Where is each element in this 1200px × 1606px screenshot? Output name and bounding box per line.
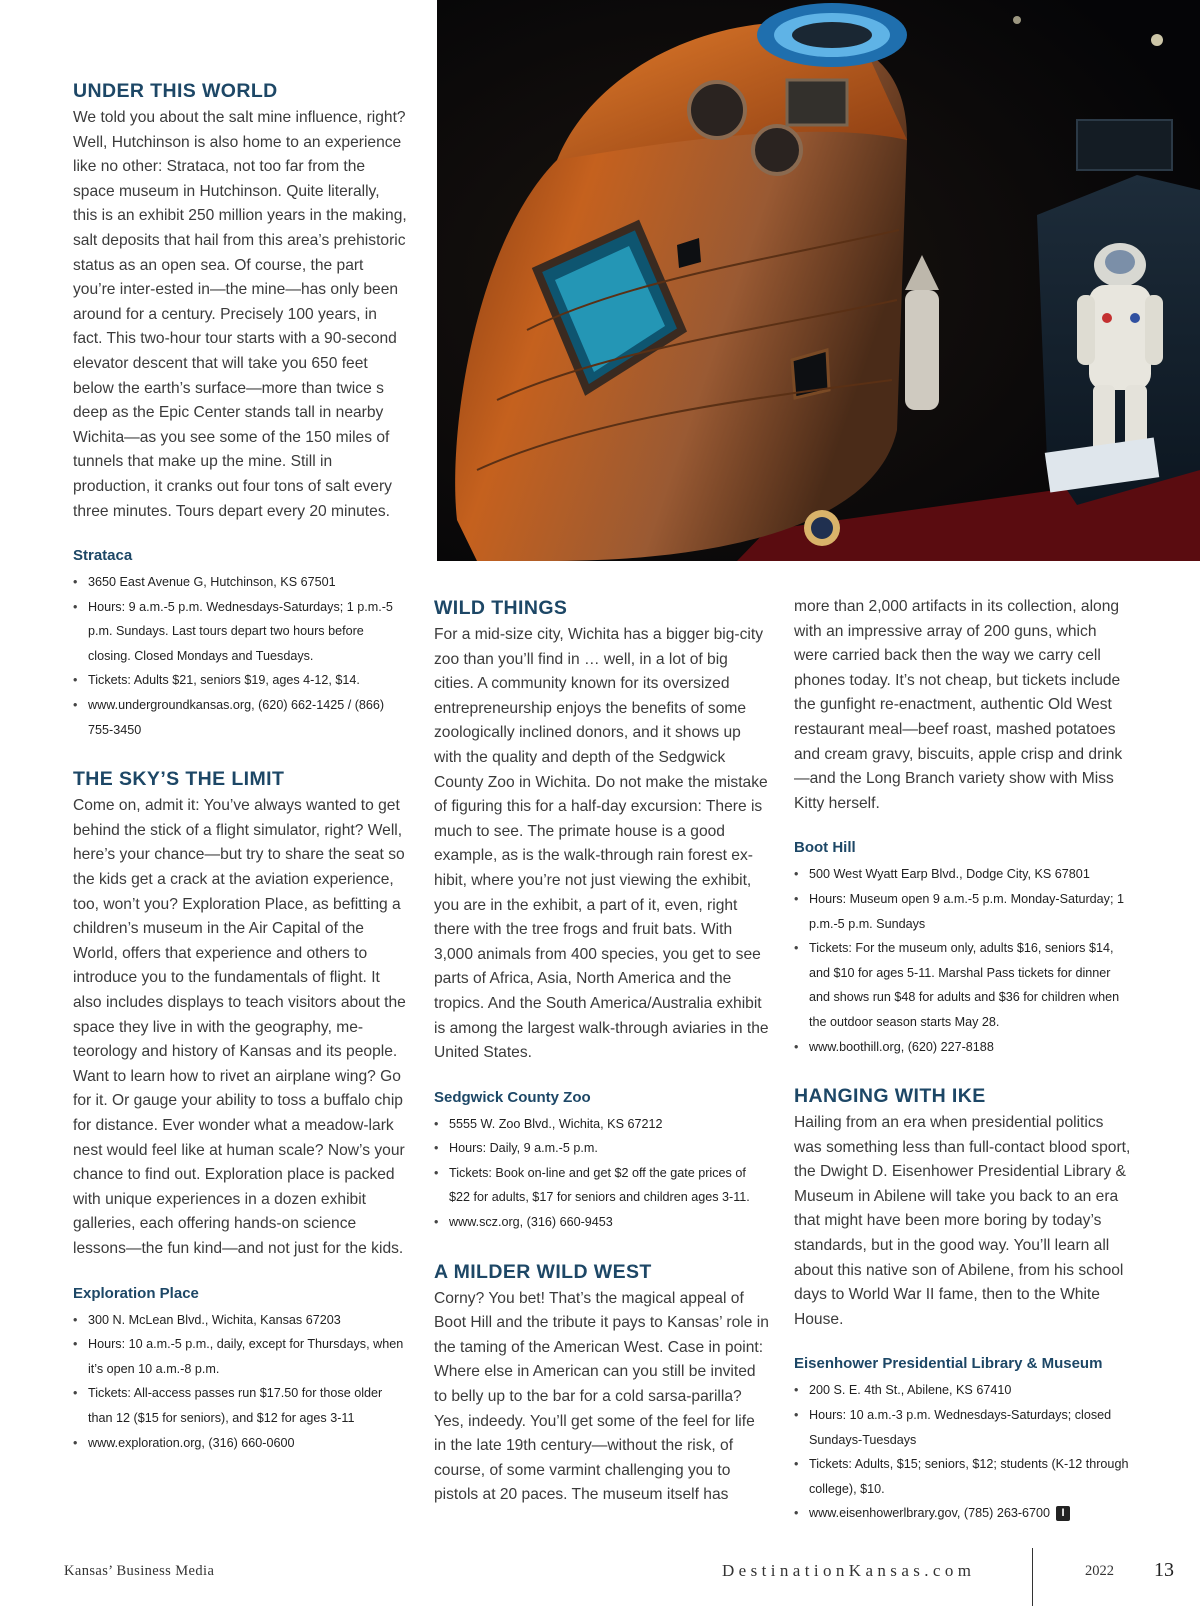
detail-item: • Tickets: All-access passes run $17.50 for those older than 12 ($15 for seniors), and $12 for ages 3-11 (73, 1381, 408, 1430)
footer-publisher: Kansas’ Business Media (64, 1563, 215, 1579)
detail-item: • 200 S. E. 4th St., Abilene, KS 67410 (794, 1378, 1134, 1403)
detail-item: • Hours: 10 a.m.-3 p.m. Wednesdays-Saturdays; closed Sundays-Tuesdays (794, 1403, 1134, 1452)
venue-details-strataca (73, 570, 408, 742)
detail-item: • 500 West Wyatt Earp Blvd., Dodge City, KS 67801 (794, 862, 1134, 887)
detail-item: • Hours: Museum open 9 a.m.-5 p.m. Monday-Saturday; 1 p.m.-5 p.m. Sundays (794, 887, 1134, 936)
venue-name-eisenhower: Eisenhower Presidential Library & Museum (794, 1355, 1103, 1373)
venue-name-sedgwick-zoo: Sedgwick County Zoo (434, 1088, 591, 1106)
detail-item: • Tickets: Adults, $15; seniors, $12; students (K-12 through college), $10. (794, 1452, 1134, 1501)
detail-item (794, 1501, 1134, 1526)
section-body-sky: Come on, admit it: You’ve always wanted to get behind the stick of a flight simulator, right? Well, here’s your chance—but try to share the seat so the kids get a crack at the aviation experience, too, won’t you? Exploration Place, as befitting a children’s museum in the Air Capital of the World, offers that experience and others to introduce you to the fundamentals of flight. It also includes displays to teach visitors about the space they live in with the geography, me-teorology and history of Kansas and its people. Want to learn how to rivet an airplane wing? Go for it. Or gauge your ability to toss a buffalo chip for distance. Ever wonder what a meadow-lark nest would feel like at human scale? Now’s your chance to find out. Exploration place is packed with unique experiences in a dozen exhibit galleries, each offering hands-on science lessons—the fun kind—and not just for the kids. (73, 797, 406, 1257)
section-heading-wild-things: WILD THINGS (434, 597, 568, 619)
detail-item: • www.exploration.org, (316) 660-0600 (73, 1431, 408, 1456)
section-body-under-this-world: We told you about the salt mine influence, right? Well, Hutchinson is also home to an experience like no other: Strataca, not too far from the space museum in Hutchinson. Quite literally, this is an exhibit 250 million years in the making, salt deposits that hail from this area’s prehistoric status as an open sea. Of course, the part you’re inter-ested in—the mine—has only been around for a century. Precisely 100 years, in fact. This two-hour tour starts with a 90-second elevator descent that will take you 650 feet below the earth’s surface—more than twice s deep as the Epic Center stands tall in nearby Wichita—as you see some of the 150 miles of tunnels that make up the mine. Still in production, it cranks out four tons of salt every three minutes. Tours depart every 20 minutes. (73, 109, 407, 520)
detail-text: www.eisenhowerlbrary.gov, (785) 263-6700 (809, 1506, 1051, 1521)
detail-item: • Hours: 10 a.m.-5 p.m., daily, except for Thursdays, when it’s open 10 a.m.-8 p.m. (73, 1332, 408, 1381)
section-heading-milder-wild-west: A MILDER WILD WEST (434, 1260, 652, 1283)
detail-item: • Hours: 9 a.m.-5 p.m. Wednesdays-Saturdays; 1 p.m.-5 p.m. Sundays. Last tours depart two hours before closing. Closed Mondays and Tuesdays. (73, 595, 408, 669)
detail-item: • www.scz.org, (316) 660-9453 (434, 1210, 769, 1235)
column-2 (434, 595, 769, 1508)
section-heading-under-this-world: UNDER THIS WORLD (73, 80, 278, 102)
section-heading-sky: THE SKY’S THE LIMIT (73, 768, 285, 791)
end-of-article-mark: I (1056, 1506, 1070, 1521)
detail-item: • Tickets: For the museum only, adults $16, seniors $14, and $10 for ages 5-11. Marshal Pass tickets for dinner and shows run $48 for adults and $36 for children when the outdoor season starts May 28. (794, 936, 1134, 1034)
venue-details-sedgwick-zoo (434, 1112, 769, 1235)
venue-details-exploration-place (73, 1308, 408, 1456)
detail-item: • Tickets: Adults $21, seniors $19, ages 4-12, $14. (73, 668, 408, 693)
space-capsule-photo (437, 0, 1200, 561)
footer-divider (1032, 1548, 1033, 1606)
detail-item: • Tickets: Book on-line and get $2 off the gate prices of $22 for adults, $17 for seniors and children ages 3-11. (434, 1161, 769, 1210)
section-body-hanging-with-ike: Hailing from an era when presidential politics was something less than full-contact blood sport, the Dwight D. Eisenhower Presidential Library & Museum in Abilene will take you back to an era that might have been more boring by today’s standards, but in the good way. You’ll learn all about this native son of Abilene, from his school days to World War II fame, then to the White House. (794, 1114, 1131, 1328)
footer-website: DestinationKansas.com (722, 1561, 976, 1580)
detail-item: • www.boothill.org, (620) 227-8188 (794, 1035, 1134, 1060)
venue-details-boot-hill (794, 862, 1134, 1059)
section-body-milder-wild-west-continued: more than 2,000 artifacts in its collection, along with an impressive array of 200 guns, which were carried back then the way we carry cell phones today. It’s not cheap, but tickets include the gunfight re-enactment, authentic Old West restaurant meal—beef roast, mashed potatoes and cream gravy, biscuits, apple crisp and drink—and the Long Branch variety show with Miss Kitty herself. (794, 598, 1123, 812)
column-1 (73, 78, 408, 1455)
detail-item: • Hours: Daily, 9 a.m.-5 p.m. (434, 1136, 769, 1161)
detail-item: • www.undergroundkansas.org, (620) 662-1425 / (866) 755-3450 (73, 693, 408, 742)
venue-name-boot-hill: Boot Hill (794, 839, 856, 857)
footer-year: 2022 (1085, 1563, 1114, 1579)
page-number: 13 (1154, 1559, 1174, 1581)
column-3 (794, 595, 1134, 1526)
venue-details-eisenhower (794, 1378, 1134, 1526)
venue-name-strataca: Strataca (73, 547, 133, 565)
detail-item: • 300 N. McLean Blvd., Wichita, Kansas 67203 (73, 1308, 408, 1333)
section-body-wild-things: For a mid-size city, Wichita has a bigger big-city zoo than you’ll find in … well, in a lot of big cities. A community known for its oversized entrepreneurship enjoys the benefits of some zoologically inclined donors, and it shows up with the quality and depth of the Sedgwick County Zoo in Wichita. Do not make the mistake of figuring this for a half-day excursion: There is much to see. The primate house is a good example, as is the walk-through rain forest ex-hibit, where you’re not just viewing the exhibit, you are in the exhibit, a part of it, even, right there with the tree frogs and fruit bats. With 3,000 animals from 400 species, you get to see parts of Africa, Asia, North America and the tropics. And the South America/Australia exhibit is among the largest walk-through aviaries in the United States. (434, 626, 769, 1062)
venue-name-exploration-place: Exploration Place (73, 1284, 199, 1302)
detail-item: • 5555 W. Zoo Blvd., Wichita, KS 67212 (434, 1112, 769, 1137)
section-heading-hanging-with-ike: HANGING WITH IKE (794, 1085, 986, 1108)
section-body-milder-wild-west: Corny? You bet! That’s the magical appeal of Boot Hill and the tribute it pays to Kansas’ role in the taming of the American West. Case in point: Where else in American can you still be invited to belly up to the bar for a cold sarsa-parilla? Yes, indeedy. You’ll get some of the feel for life in the late 19th century—without the risk, of course, of some varmint challenging you to pistols at 20 paces. The museum itself has (434, 1289, 769, 1504)
detail-item: • 3650 East Avenue G, Hutchinson, KS 67501 (73, 570, 408, 595)
